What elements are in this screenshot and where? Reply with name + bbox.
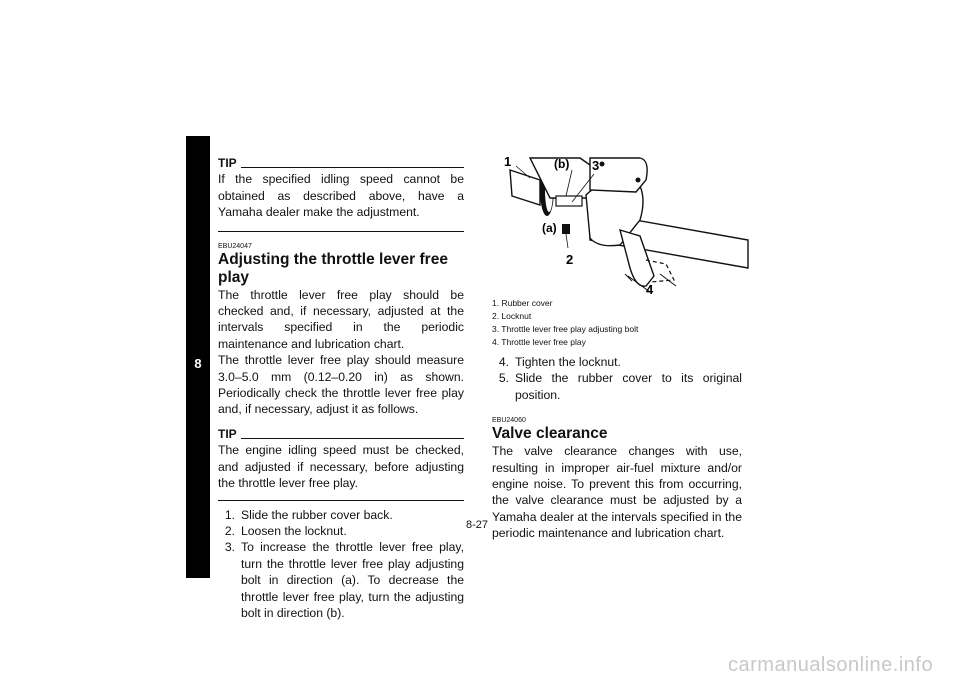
- section-code: EBU24060: [492, 417, 526, 425]
- right-column: [492, 354, 742, 542]
- tip-heading: TIP: [218, 155, 464, 171]
- section-code: EBU24047: [218, 242, 252, 250]
- chapter-number: 8: [194, 356, 202, 371]
- figure-legend: [492, 297, 742, 349]
- tip-divider: [218, 231, 464, 232]
- section-paragraph: The throttle lever free play should be checked and, if necessary, adjusted at the intervals specified in the periodic maintenance and lubrication chart.: [218, 287, 464, 351]
- section-paragraph: The valve clearance changes with use, resulting in improper air-fuel mixture and/or engine noise. To prevent this from occurring, the valve clearance must be adjusted by a Yamaha dealer at the intervals specified in the periodic maintenance and lubrication chart.: [492, 444, 742, 541]
- section-title: Valve clearance: [492, 425, 608, 443]
- legend-item: 3. Throttle lever free play adjusting bolt: [492, 324, 639, 334]
- step-item: 2. Loosen the locknut.: [224, 523, 347, 538]
- callout-3: 3: [592, 158, 600, 173]
- watermark: carmanualsonline.info: [728, 654, 934, 676]
- section-paragraph: The throttle lever free play should measure 3.0–5.0 mm (0.12–0.20 in) as shown. Periodically check the throttle lever free play and, if necessary, adjust it as follows.: [218, 353, 464, 417]
- step-item: 4. Tighten the locknut.: [498, 355, 621, 369]
- locknut-icon: [562, 224, 570, 234]
- throttle-lever-figure: [490, 150, 750, 300]
- tip-divider: [218, 500, 464, 501]
- step-item: 1. Slide the rubber cover back.: [224, 507, 393, 522]
- callout-1: 1: [504, 154, 512, 169]
- legend-item: 2. Locknut: [492, 311, 532, 321]
- tip-heading: TIP: [218, 426, 464, 442]
- step-item: 3. To increase the throttle lever free play, turn the throttle lever free play adjusting bolt in direction (a). To decrease the throttle lever free play, turn the adjusting bolt in direction (b).: [224, 540, 464, 620]
- callout-4: 4: [646, 282, 654, 297]
- tip-text: If the specified idling speed cannot be obtained as described above, have a Yamaha dealer make the adjustment.: [218, 172, 464, 220]
- tip-text: The engine idling speed must be checked, and adjusted if necessary, before adjusting the throttle lever free play.: [218, 443, 464, 491]
- section-title: Adjusting the throttle lever free play: [218, 250, 448, 286]
- callout-b: (b): [554, 157, 570, 171]
- legend-item: 4. Throttle lever free play: [492, 337, 586, 347]
- legend-item: 1. Rubber cover: [492, 298, 553, 308]
- page-number: 8-27: [466, 519, 489, 531]
- step-item: 5. Slide the rubber cover to its original position.: [498, 371, 742, 402]
- callout-a: (a): [542, 221, 557, 235]
- callout-2: 2: [566, 252, 574, 267]
- left-column: [218, 155, 464, 621]
